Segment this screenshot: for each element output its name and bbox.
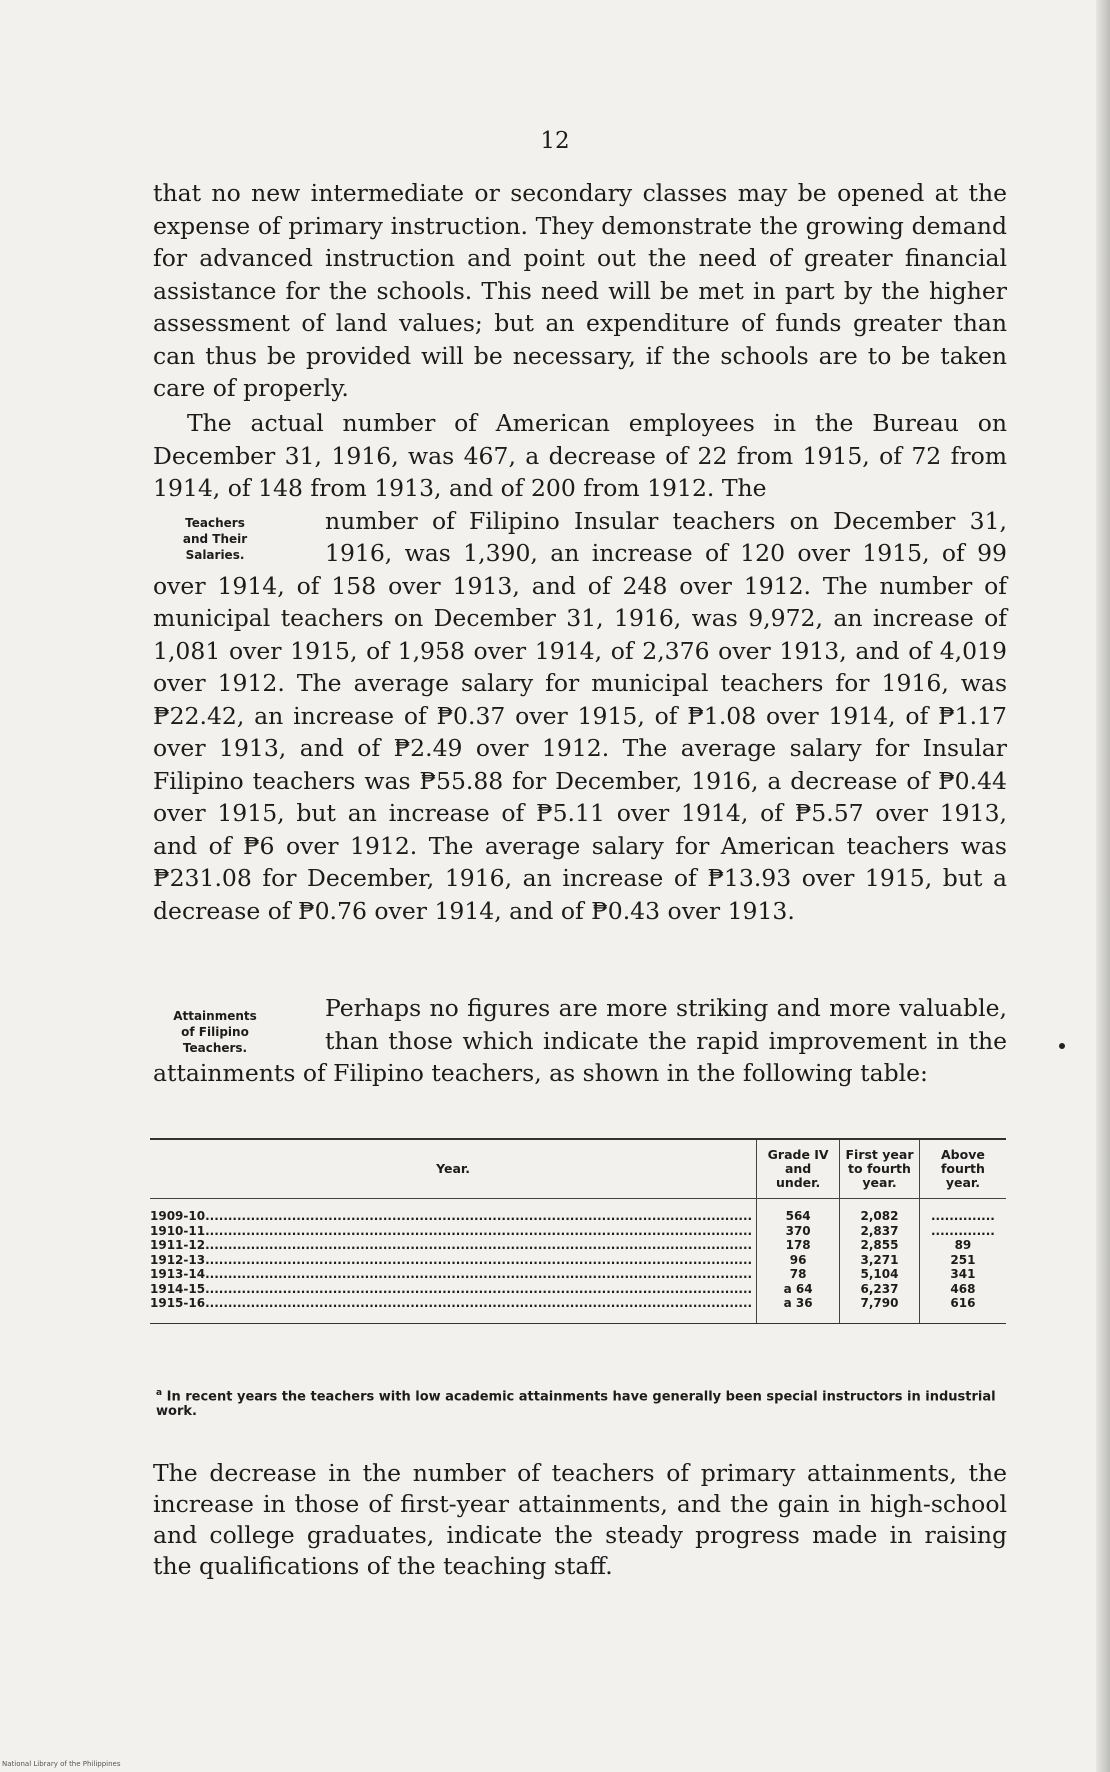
cell-first-to-fourth: 2,837 [840, 1224, 920, 1239]
header-first-to-fourth: First year to fourth year. [840, 1140, 920, 1199]
cell-year: 1915-16........................................................................................................................ [150, 1296, 753, 1310]
paragraph-teachers-salaries [153, 407, 1007, 927]
table-row [150, 1238, 1006, 1253]
page-edge-shadow [1096, 0, 1110, 1772]
cell-above-fourth: 616 [919, 1296, 1006, 1323]
margin-note-teachers-salaries [145, 515, 285, 563]
cell-above-fourth: 341 [919, 1267, 1006, 1282]
paragraph-1-text: that no new intermediate or secondary classes may be opened at the expense of primary instruction. They demonstrate the growing demand for advanced instruction and point out the need of greater financial assistance for the schools. This need will be met in part by the higher assessment of land values; but an expenditure of funds greater than can thus be provided will be necessary, if the schools are to be taken care of properly. [153, 179, 1007, 402]
paragraph-2-rest: number of Filipino Insular teachers on December 31, 1916, was 1,390, an increase of 120 over 1915, of 99 over 1914, of 158 over 1913, and of 248 over 1912. The number of municipal teachers on December 31, 1916, was 9,972, an increase of 1,081 over 1915, of 1,958 over 1914, of 2,376 over 1913, and of 4,019 over 1912. The average salary for municipal teachers for 1916, was ₱22.42, an increase of ₱0.37 over 1915, of ₱1.08 over 1914, of ₱1.17 over 1913, and of ₱2.49 over 1912. The average salary for Insular Filipino teachers was ₱55.88 for December, 1916, a decrease of ₱0.44 over 1915, but an increase of ₱5.11 over 1914, of ₱5.57 over 1913, and of ₱6 over 1912. The average salary for American teachers was ₱231.08 for December, 1916, an increase of ₱13.93 over 1915, but a decrease of ₱0.76 over 1914, and of ₱0.43 over 1913. [153, 506, 1007, 925]
attainments-table-wrapper [150, 1138, 1006, 1324]
margin-note-attainments [145, 1008, 285, 1056]
margin-note-line: and Their [182, 531, 248, 546]
table-row [150, 1253, 1006, 1268]
ink-speck [1059, 1043, 1065, 1049]
cell-year: 1911-12........................................................................................................................ [150, 1238, 753, 1252]
cell-year: 1914-15........................................................................................................................ [150, 1281, 753, 1296]
margin-note-line: of Filipino [181, 1025, 249, 1039]
paragraph-3-text: Perhaps no figures are more striking and more valuable, than those which indicate the rapid improvement in the attainments of Filipino teachers, as shown in the following table: [153, 994, 1007, 1087]
cell-grade-iv: 370 [757, 1224, 840, 1239]
paragraph-2-lead: The actual number of American employees in the Bureau on December 31, 1916, was 467, a decrease of 22 from 1915, of 72 from 1914, of 148 from 1913, and of 200 from 1912. The [153, 409, 1007, 502]
margin-note-line: Teachers. [182, 1041, 248, 1055]
cell-above-fourth: 251 [919, 1253, 1006, 1268]
cell-grade-iv: 564 [757, 1199, 840, 1224]
header-year: Year. [150, 1140, 757, 1199]
archive-stamp: National Library of the Philippines [2, 1760, 121, 1768]
cell-grade-iv: a 36 [757, 1296, 840, 1323]
cell-year: 1912-13........................................................................................................................ [150, 1252, 753, 1267]
cell-above-fourth: 89 [919, 1238, 1006, 1253]
cell-first-to-fourth: 2,082 [840, 1199, 920, 1224]
cell-year: 1909-10........................................................................................................................ [150, 1209, 753, 1223]
footnote-text: In recent years the teachers with low academic attainments have generally been special instructors in industrial work. [156, 1389, 996, 1420]
table-row [150, 1267, 1006, 1282]
table-row [150, 1224, 1006, 1239]
cell-grade-iv: 78 [757, 1267, 840, 1282]
cell-first-to-fourth: 5,104 [840, 1267, 920, 1282]
header-above-fourth: Above fourth year. [919, 1140, 1006, 1199]
table-header-row [150, 1140, 1006, 1199]
table-row [150, 1282, 1006, 1297]
page-number: 12 [540, 128, 570, 154]
table-bottom-rule [150, 1323, 1006, 1324]
cell-above-fourth: .............. [919, 1224, 1006, 1239]
cell-first-to-fourth: 2,855 [840, 1238, 920, 1253]
cell-grade-iv: 96 [757, 1253, 840, 1268]
paragraph-continued [153, 177, 1007, 405]
table-row [150, 1296, 1006, 1323]
header-grade-iv: Grade IV and under. [757, 1140, 840, 1199]
cell-grade-iv: 178 [757, 1238, 840, 1253]
cell-first-to-fourth: 7,790 [840, 1296, 920, 1323]
footnote-mark: a [156, 1388, 163, 1398]
table-footnote [156, 1386, 1006, 1419]
attainments-table [150, 1140, 1006, 1323]
margin-note-line: Attainments [173, 1009, 257, 1023]
cell-first-to-fourth: 3,271 [840, 1253, 920, 1268]
cell-above-fourth: .............. [919, 1199, 1006, 1224]
paragraph-conclusion [153, 1458, 1007, 1582]
table-row [150, 1199, 1006, 1224]
cell-year: 1910-11........................................................................................................................ [150, 1223, 753, 1238]
margin-note-line: Teachers [185, 515, 245, 530]
cell-above-fourth: 468 [919, 1282, 1006, 1297]
cell-first-to-fourth: 6,237 [840, 1282, 920, 1297]
cell-grade-iv: a 64 [757, 1282, 840, 1297]
margin-note-line: Salaries. [185, 547, 245, 562]
paragraph-final-text: The decrease in the number of teachers of primary attainments, the increase in those of first-year attainments, and the gain in high-school and college graduates, indicate the steady progress made in raising the qualifications of the teaching staff. [153, 1459, 1007, 1580]
cell-year: 1913-14........................................................................................................................ [150, 1267, 753, 1281]
paragraph-attainments [153, 992, 1007, 1090]
